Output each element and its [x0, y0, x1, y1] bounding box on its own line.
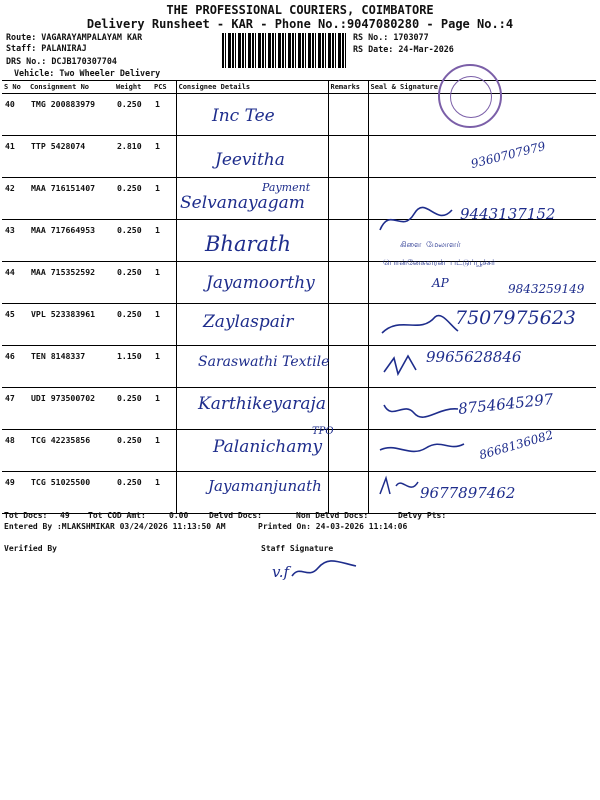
- rs-date: RS Date: 24-Mar-2026: [353, 44, 454, 54]
- cell-pcs: 1: [155, 99, 160, 109]
- signature-scribble: [376, 474, 422, 500]
- signature-scribble: [380, 305, 460, 345]
- staff-signature-scribble: [290, 558, 360, 586]
- handwritten-phone: 8754645297: [457, 390, 555, 418]
- cell-sno: 45: [5, 309, 15, 319]
- handwritten-phone: 9360707979: [469, 138, 547, 172]
- cell-weight: 0.250: [117, 309, 142, 319]
- delvy-pts-label: Delvy Pts:: [398, 511, 447, 520]
- table-header-row: [2, 81, 596, 94]
- signature-scribble: [376, 434, 468, 464]
- cell-consignment-no: TCG 51025500: [31, 477, 91, 487]
- cell-consignment-no: VPL 523383961: [31, 309, 96, 319]
- staff-label: Staff: PALANIRAJ: [6, 43, 87, 53]
- handwritten-phone: 8668136082: [477, 427, 555, 463]
- cell-remarks: [328, 178, 368, 220]
- cell-weight: 0.250: [117, 99, 142, 109]
- cell-weight: 0.250: [117, 183, 142, 193]
- cell-sno: 41: [5, 141, 15, 151]
- cell-sno: 44: [5, 267, 15, 277]
- handwritten-sign-ap: AP: [432, 276, 449, 290]
- staff-signature-handwriting: v.f: [272, 563, 290, 581]
- cell-consignment-no: TTP 5428074: [31, 141, 86, 151]
- signature-scribble: [380, 395, 462, 425]
- cell-sno: 43: [5, 225, 15, 235]
- cell-remarks: [328, 262, 368, 304]
- signature-scribble: [376, 200, 456, 240]
- handwritten-phone: 9677897462: [420, 484, 516, 502]
- cell-remarks: [328, 220, 368, 262]
- cell-consignment-no: MAA 715352592: [31, 267, 96, 277]
- route-label: Route: VAGARAYAMPALAYAM KAR: [6, 32, 143, 42]
- cell-pcs: 1: [155, 309, 160, 319]
- rs-number: RS No.: 1703077: [353, 32, 429, 42]
- delvd-docs-label: Delvd Docs:: [209, 511, 262, 520]
- staff-signature-label: Staff Signature: [261, 544, 334, 553]
- cell-pcs: 1: [155, 183, 160, 193]
- tamil-name-stamp: பொன்னேசுவரன் பட்டுப்பூச்சர்: [383, 258, 496, 267]
- tamil-branch-manager: கிளை மேலாளர்: [400, 240, 461, 249]
- header-sno: S No: [2, 81, 28, 94]
- entered-by: Entered By :MLAKSHMIKAR 03/24/2026 11:13:50 AM: [4, 522, 226, 531]
- handwritten-consignee: Selvanayagam: [180, 193, 305, 213]
- cell-pcs: 1: [155, 477, 160, 487]
- cell-sno: 46: [5, 351, 15, 361]
- cell-weight: 2.810: [117, 141, 142, 151]
- handwritten-consignee: Jayamanjunath: [208, 477, 322, 495]
- cell-remarks: [328, 304, 368, 346]
- cell-sno: 42: [5, 183, 15, 193]
- cell-weight: 1.150: [117, 351, 142, 361]
- handwritten-phone: 9843259149: [508, 282, 585, 296]
- cell-pcs: 1: [155, 267, 160, 277]
- table-row: [2, 220, 596, 262]
- cell-pcs: 1: [155, 393, 160, 403]
- cell-consignment-no: TMG 200883979: [31, 99, 96, 109]
- cell-consignment-no: TCG 42235856: [31, 435, 91, 445]
- header-seal-signature: Seal & Signature: [368, 81, 596, 94]
- handwritten-consignee: Saraswathi Textile: [198, 354, 330, 370]
- cell-pcs: 1: [155, 141, 160, 151]
- cell-pcs: 1: [155, 225, 160, 235]
- header-consignment: Consignment No: [28, 81, 114, 94]
- drs-number: DRS No.: DCJB170307704: [6, 56, 117, 66]
- cell-weight: 0.250: [117, 393, 142, 403]
- table-row: [2, 94, 596, 136]
- handwritten-consignee: Bharath: [205, 232, 291, 256]
- vehicle-label: Vehicle: Two Wheeler Delivery: [14, 68, 161, 78]
- cell-remarks: [328, 388, 368, 430]
- tot-docs-label: Tot Docs:: [4, 511, 48, 520]
- handwritten-phone: 9965628846: [426, 348, 522, 366]
- handwritten-consignee: Jayamoorthy: [206, 273, 315, 293]
- cell-sno: 47: [5, 393, 15, 403]
- header-weight: Weight: [114, 81, 152, 94]
- handwritten-phone: 7507975623: [455, 307, 576, 329]
- tot-docs-value: 49: [60, 511, 70, 520]
- cell-pcs: 1: [155, 351, 160, 361]
- printed-on: Printed On: 24-03-2026 11:14:06: [258, 522, 408, 531]
- header-pcs: PCS: [152, 81, 176, 94]
- cell-consignment-no: MAA 716151407: [31, 183, 96, 193]
- cell-sno: 48: [5, 435, 15, 445]
- cell-consignment-no: MAA 717664953: [31, 225, 96, 235]
- signature-scribble: [380, 352, 420, 380]
- cell-weight: 0.250: [117, 267, 142, 277]
- seal-stamp-icon: [438, 64, 502, 128]
- cell-remarks: [328, 136, 368, 178]
- handwritten-consignee: Inc Tee: [212, 106, 275, 126]
- cell-remarks: [328, 94, 368, 136]
- cell-pcs: 1: [155, 435, 160, 445]
- non-delvd-docs-label: Non Delvd Docs:: [296, 511, 369, 520]
- cell-sno: 40: [5, 99, 15, 109]
- cell-sno: 49: [5, 477, 15, 487]
- header-consignee: Consignee Details: [176, 81, 328, 94]
- cell-weight: 0.250: [117, 477, 142, 487]
- handwritten-consignee: Palanichamy: [213, 437, 323, 457]
- cell-weight: 0.250: [117, 435, 142, 445]
- cell-remarks: [328, 472, 368, 514]
- tot-cod-value: 0.00: [169, 511, 189, 520]
- tot-cod-label: Tot COD Amt:: [88, 511, 146, 520]
- cell-remarks: [328, 430, 368, 472]
- barcode-image: [222, 33, 346, 68]
- handwritten-tpo-note: TPO: [312, 426, 334, 437]
- cell-weight: 0.250: [117, 225, 142, 235]
- handwritten-consignee: Karthikeyaraja: [198, 394, 326, 414]
- cell-consignment-no: TEN 8148337: [31, 351, 86, 361]
- cell-remarks: [328, 346, 368, 388]
- cell-consignment-no: UDI 973500702: [31, 393, 96, 403]
- handwritten-payment-note: Payment: [262, 181, 311, 194]
- runsheet-title: Delivery Runsheet - KAR - Phone No.:9047080280 - Page No.:4: [86, 17, 514, 31]
- verified-by-label: Verified By: [4, 544, 57, 553]
- handwritten-consignee: Zaylaspair: [203, 312, 294, 332]
- handwritten-phone: 9443137152: [460, 205, 556, 223]
- handwritten-consignee: Jeevitha: [215, 150, 285, 170]
- company-title: THE PROFESSIONAL COURIERS, COIMBATORE: [166, 3, 434, 17]
- header-remarks: Remarks: [328, 81, 368, 94]
